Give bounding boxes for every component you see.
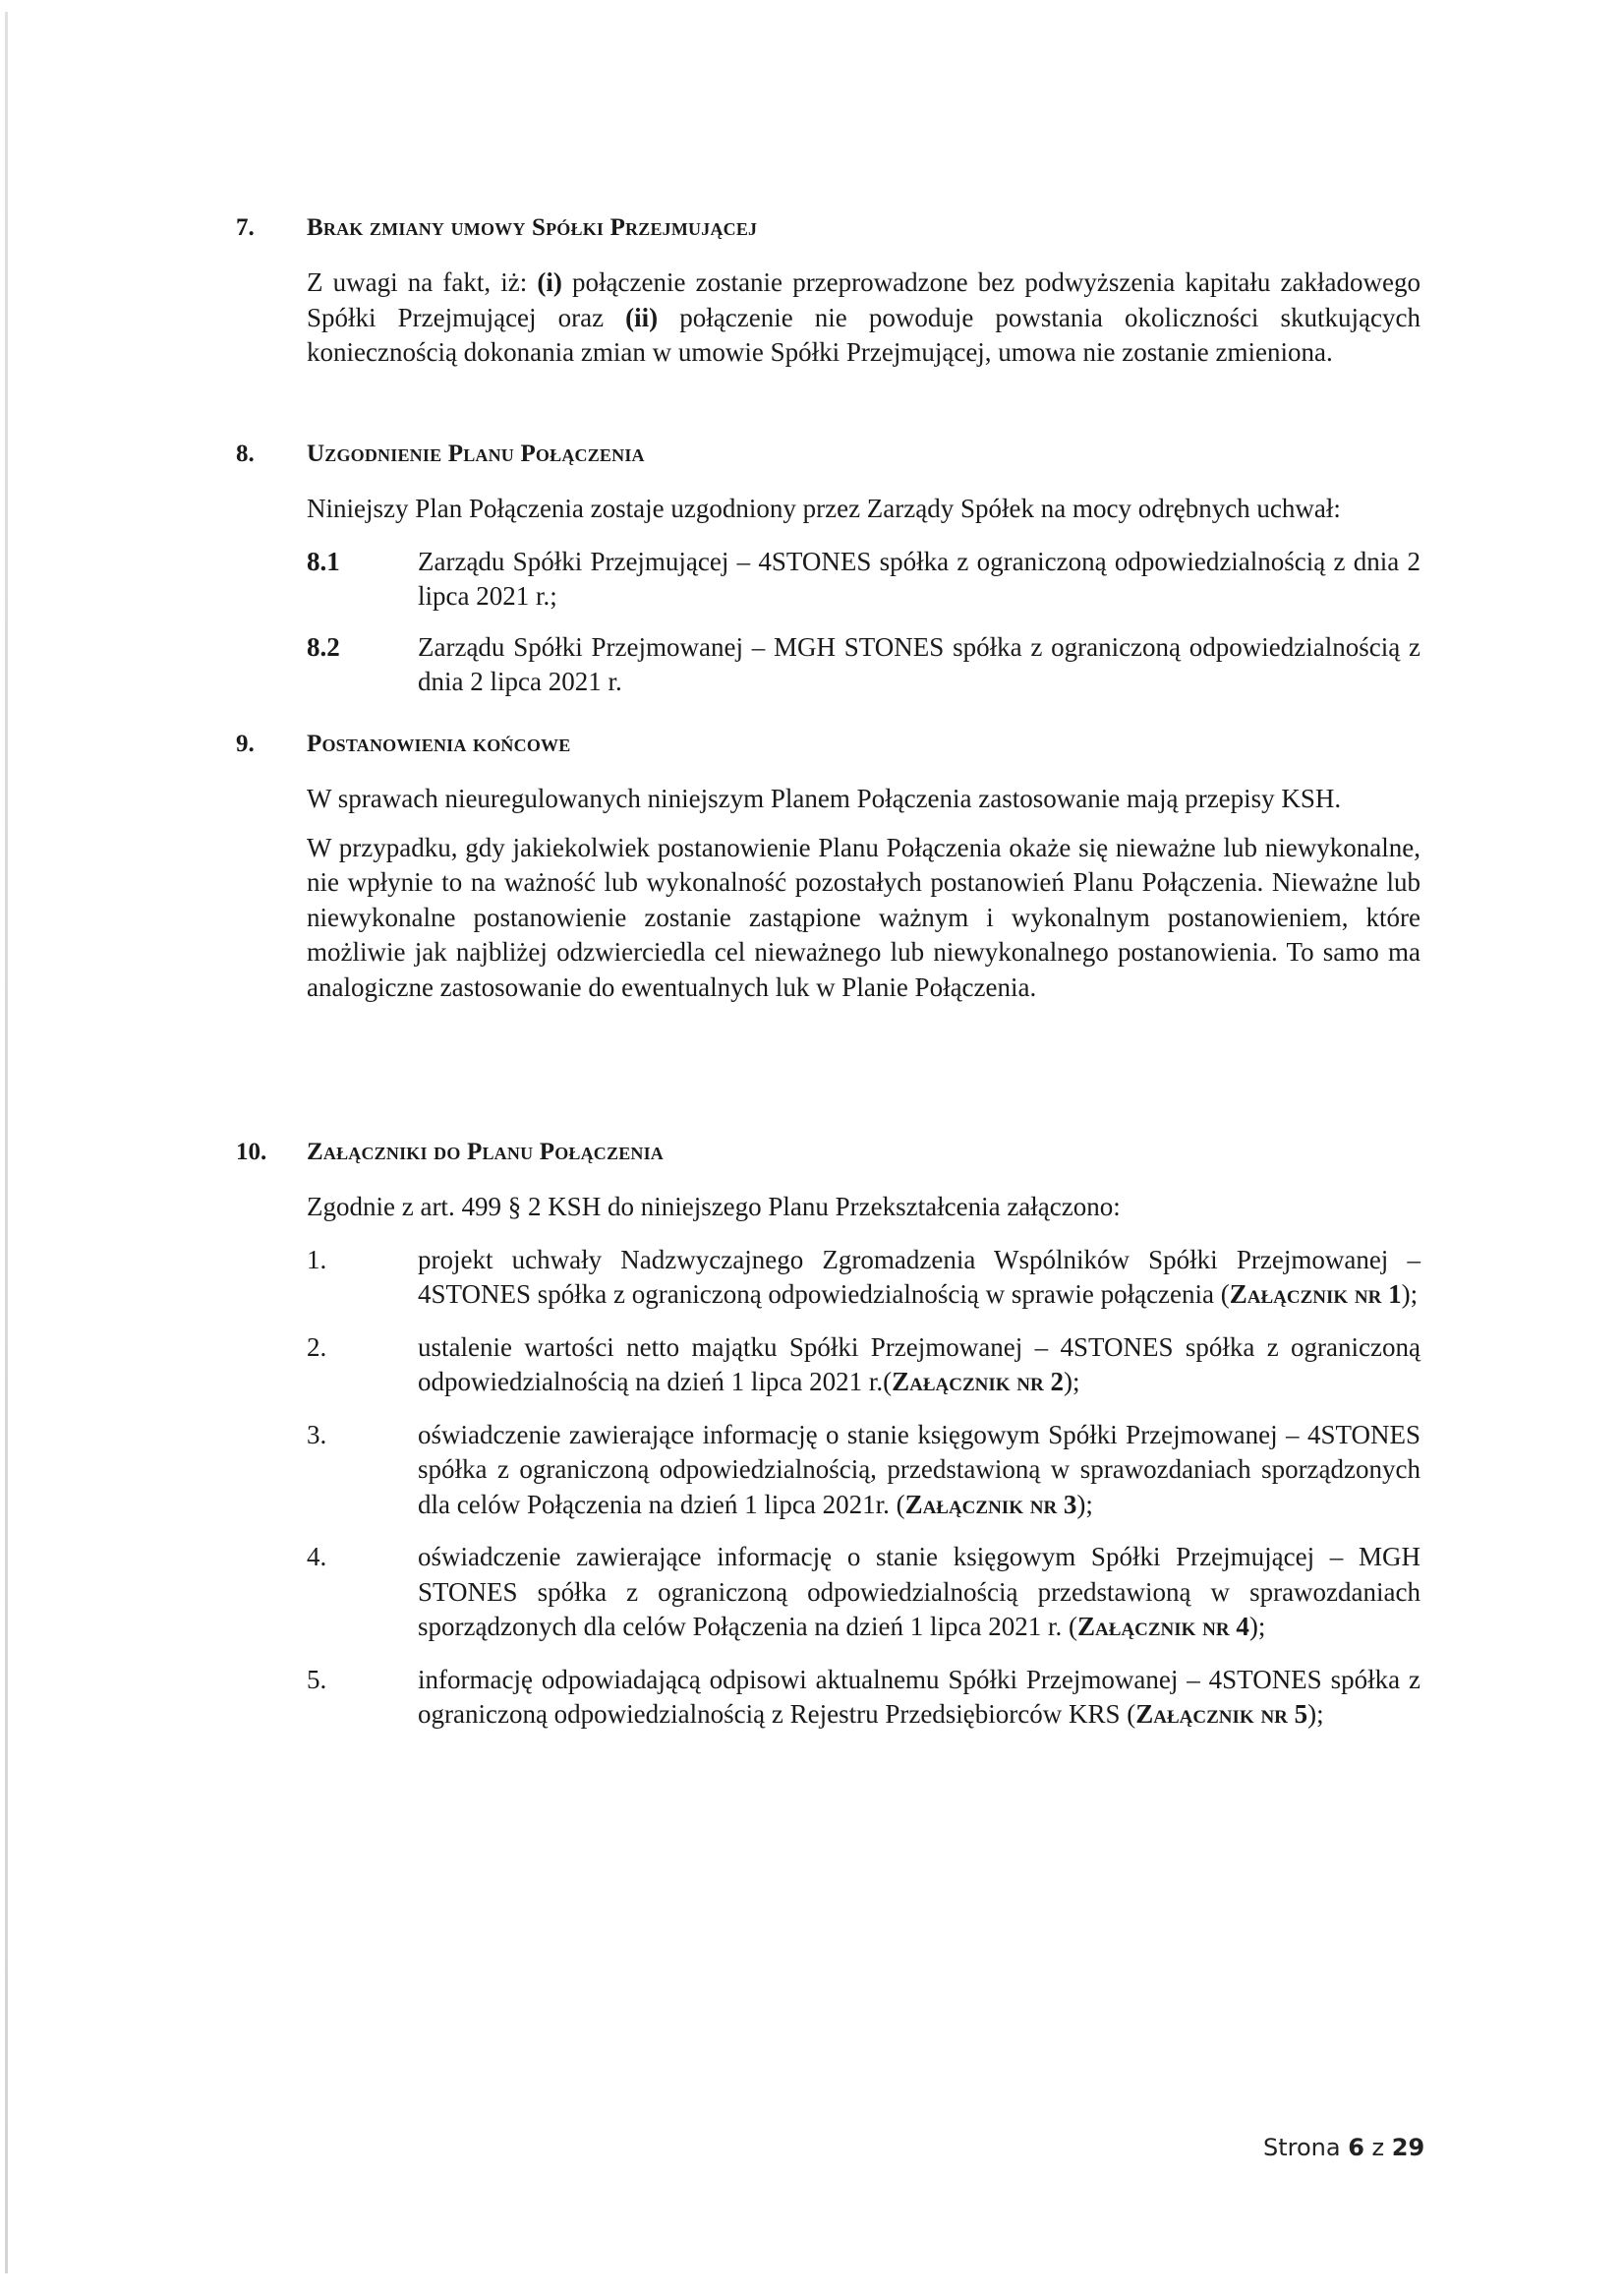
enum-marker: (i) (537, 267, 562, 297)
annex-reference: Załącznik nr 3 (904, 1489, 1077, 1519)
annex-reference: Załącznik nr 5 (1135, 1699, 1308, 1729)
section-7 (236, 214, 1420, 371)
list-item (307, 545, 1420, 615)
section-heading (236, 441, 1420, 480)
section-number: 9. (236, 731, 255, 757)
list-item-number: 5. (307, 1664, 327, 1694)
total-pages: 29 (1391, 2134, 1425, 2161)
section-9 (236, 731, 1420, 1005)
list-item (307, 1540, 1420, 1645)
list-item-number: 1. (307, 1244, 327, 1274)
list-item-text: Zarządu Spółki Przejmowanej – MGH STONES spółka z ograniczoną odpowiedzialnością z dnia 2 lipca 2021 r. (418, 631, 1420, 696)
list-item-number: 2. (307, 1331, 327, 1362)
list-item-text: oświadczenie zawierające informację o stanie księgowym Spółki Przejmującej – MGH STONES spółka z ograniczoną odpowiedzialnością przedstawioną w sprawozdaniach sporządzonych dla celów Połączenia na dzień 1 lipca 2021 r. (Załącznik nr 4); (418, 1542, 1420, 1641)
paragraph: Z uwagi na fakt, iż: (i) połączenie zostanie przeprowadzone bez podwyższenia kapitału zakładowego Spółki Przejmującej oraz (ii) połączenie nie powoduje powstania okoliczności skutkujących koniecznością dokonania zmian w umowie Spółki Przejmującej, umowa nie zostanie zmieniona. (307, 267, 1420, 367)
list-item (307, 1330, 1420, 1400)
annex-reference: Załącznik nr 4 (1077, 1612, 1249, 1641)
list-item (307, 1663, 1420, 1733)
list-item-number: 4. (307, 1542, 327, 1571)
section-title: Uzgodnienie Planu Połączenia (307, 441, 645, 467)
annex-reference: Załącznik nr 2 (892, 1367, 1064, 1396)
list-item-text: Zarządu Spółki Przejmującej – 4STONES spółka z ograniczoną odpowiedzialnością z dnia 2 lipca 2021 r.; (418, 546, 1420, 611)
list-item-text: projekt uchwały Nadzwyczajnego Zgromadzenia Wspólników Spółki Przejmowanej – 4STONES spółka z ograniczoną odpowiedzialnością w sprawie połączenia (Załącznik nr 1); (418, 1244, 1420, 1309)
section-heading (236, 1139, 1420, 1178)
section-heading (236, 214, 1420, 254)
page-footer: Strona 6 z 29 (1263, 2134, 1425, 2161)
list-item-number: 8.1 (307, 546, 340, 576)
list-item (307, 630, 1420, 700)
paragraph: Zgodnie z art. 499 § 2 KSH do niniejszego Planu Przekształcenia załączono: (307, 1192, 1121, 1221)
list-item (307, 1418, 1420, 1523)
annex-reference: Załącznik nr 1 (1229, 1279, 1402, 1309)
section-number: 7. (236, 214, 255, 241)
list-item-text: oświadczenie zawierające informację o stanie księgowym Spółki Przejmowanej – 4STONES spółka z ograniczoną odpowiedzialnością, przedstawioną w sprawozdaniach sporządzonych dla celów Połączenia na dzień 1 lipca 2021r. (Załącznik nr 3); (418, 1419, 1420, 1519)
paragraph: Niniejszy Plan Połączenia zostaje uzgodniony przez Zarządy Spółek na mocy odrębnych uchwał: (307, 494, 1341, 523)
paragraph: W sprawach nieuregulowanych niniejszym Planem Połączenia zastosowanie mają przepisy KSH. (307, 784, 1342, 813)
section-heading (236, 731, 1420, 770)
section-10 (236, 1139, 1420, 1733)
list-item-text: informację odpowiadającą odpisowi aktualnemu Spółki Przejmowanej – 4STONES spółka z ograniczoną odpowiedzialnością z Rejestru Przedsiębiorców KRS (Załącznik nr 5); (418, 1664, 1420, 1729)
current-page-number: 6 (1348, 2134, 1364, 2161)
section-title: Postanowienia końcowe (307, 731, 571, 757)
paragraph: W przypadku, gdy jakiekolwiek postanowienie Planu Połączenia okaże się nieważne lub niewykonalne, nie wpłynie to na ważność lub wykonalność pozostałych postanowień Planu Połączenia. Nieważne lub niewykonalne postanowienie zostanie zastąpione ważnym i wykonalnym postanowieniem, które możliwie jak najbliżej odzwierciedla cel nieważnego lub niewykonalnego postanowienia. To samo ma analogiczne zastosowanie do ewentualnych luk w Planie Połączenia. (307, 832, 1420, 1002)
list-item (307, 1243, 1420, 1313)
list-item-number: 8.2 (307, 631, 340, 662)
list-item-number: 3. (307, 1419, 327, 1449)
section-title: Załączniki do Planu Połączenia (307, 1139, 665, 1165)
section-number: 10. (236, 1139, 267, 1165)
section-number: 8. (236, 441, 255, 467)
list-item-text: ustalenie wartości netto majątku Spółki Przejmowanej – 4STONES spółka z ograniczoną odpowiedzialnością na dzień 1 lipca 2021 r.(Załącznik nr 2); (418, 1331, 1420, 1396)
section-title: Brak zmiany umowy Spółki Przejmującej (307, 214, 758, 241)
enum-marker: (ii) (625, 302, 659, 332)
section-8 (236, 441, 1420, 700)
